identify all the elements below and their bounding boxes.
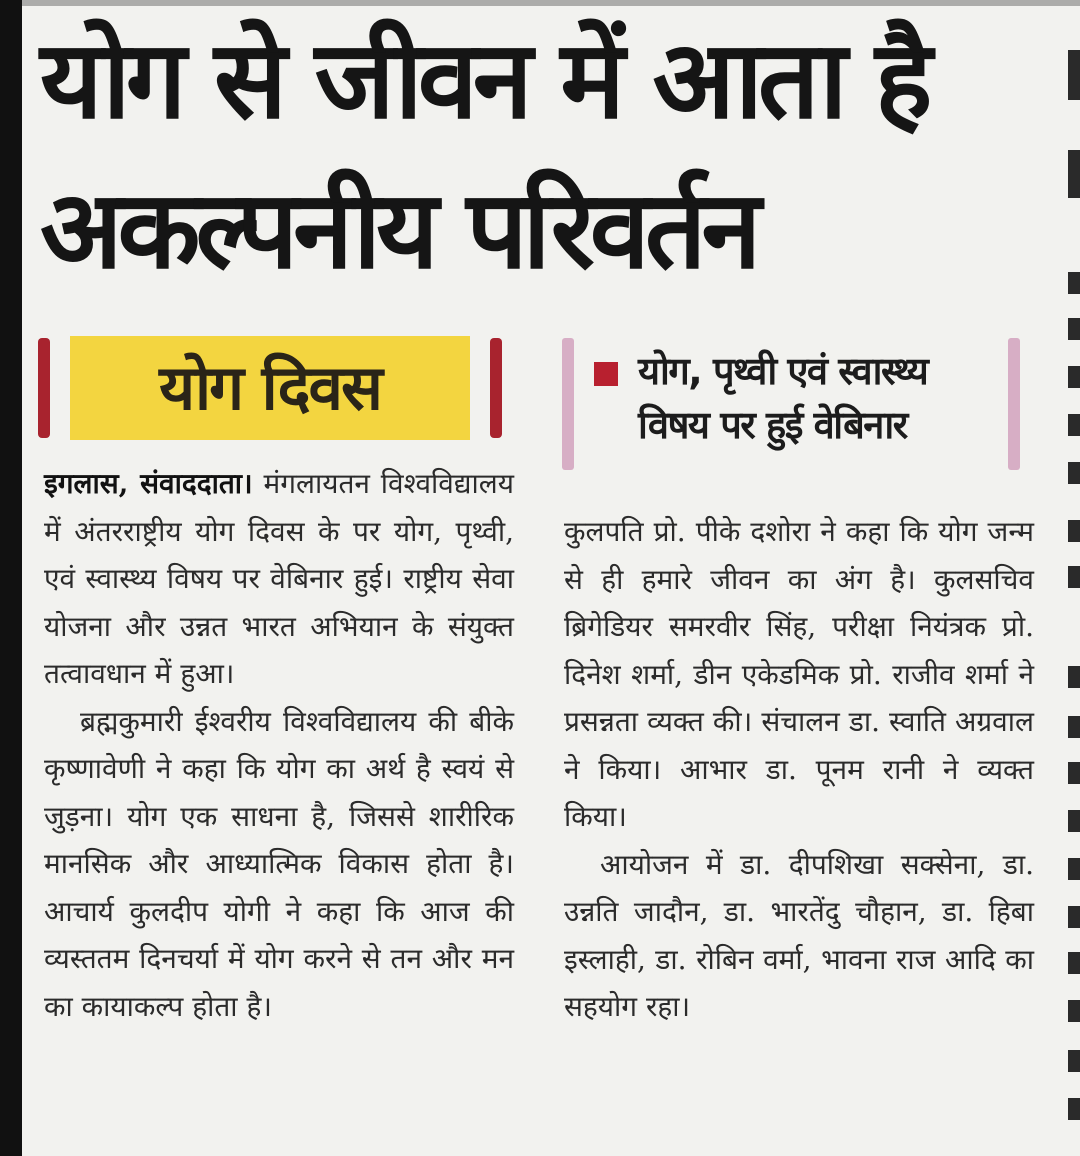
subheadline-line-1: योग, पृथ्वी एवं स्वास्थ्य xyxy=(638,349,928,393)
article-column-2 xyxy=(564,508,1034,1031)
article-paragraph: ब्रह्मकुमारी ईश्वरीय विश्वविद्यालय की बीके कृष्णावेणी ने कहा कि योग का अर्थ है स्वयं से जुड़ना। योग एक साधना है, जिससे शारीरिक मानसिक और आध्यात्मिक विकास होता है। आचार्य कुलदीप योगी ने कहा कि आज की व्यस्ततम दिनचर्या में योग करने से तन और मन का कायाकल्प होता है। xyxy=(44,704,514,1023)
article-paragraph xyxy=(44,460,514,698)
subheadline-line-2: विषय पर हुई वेबिनार xyxy=(638,403,907,447)
section-badge xyxy=(38,336,504,440)
subheadline xyxy=(638,344,998,452)
article-column-1 xyxy=(44,460,514,1030)
badge-bar-right xyxy=(490,338,502,438)
badge-label: योग दिवस xyxy=(70,336,470,440)
badge-bar-left xyxy=(38,338,50,438)
dateline: इगलास, संवाददाता। xyxy=(44,467,253,500)
subheadline-box xyxy=(562,336,1032,470)
article-paragraph: कुलपति प्रो. पीके दशोरा ने कहा कि योग जन्म से ही हमारे जीवन का अंग है। कुलसचिव ब्रिगेडियर समरवीर सिंह, परीक्षा नियंत्रक प्रो. दिनेश शर्मा, डीन एकेडमिक प्रो. राजीव शर्मा ने प्रसन्नता व्यक्त की। संचालन डा. स्वाति अग्रवाल ने किया। आभार डा. पूनम रानी ने व्यक्त किया। xyxy=(564,515,1034,833)
column-rule-left xyxy=(0,0,22,1156)
headline-line-2: अकल्पनीय परिवर्तन xyxy=(40,168,757,293)
headline xyxy=(40,6,1020,306)
headline-line-1: योग से जीवन में आता है xyxy=(40,18,928,143)
article-paragraph: आयोजन में डा. दीपशिखा सक्सेना, डा. उन्नति जादौन, डा. भारतेंदु चौहान, डा. हिबा इस्लाही, डा. रोबिन वर्मा, भावना राज आदि का सहयोग रहा। xyxy=(564,847,1034,1023)
bullet-square-icon xyxy=(594,362,618,386)
paragraph-text: मंगलायतन विश्वविद्यालय में अंतरराष्ट्रीय योग दिवस के पर योग, पृथ्वी, एवं स्वास्थ्य विषय पर वेबिनार हुई। राष्ट्रीय सेवा योजना और उन्नत भारत अभियान के संयुक्त तत्वावधान में हुआ। xyxy=(44,467,514,690)
subheadline-bar-left xyxy=(562,338,574,470)
subheadline-bar-right xyxy=(1008,338,1020,470)
